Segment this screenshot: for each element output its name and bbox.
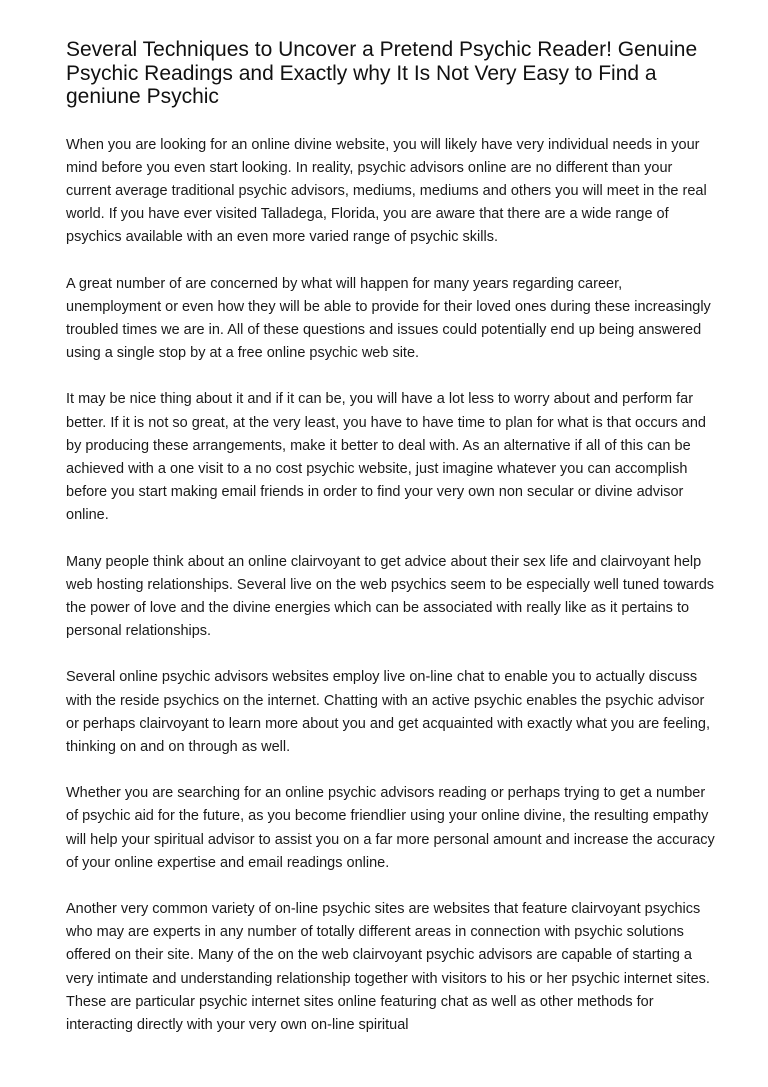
document-page: [66, 38, 716, 1060]
paragraph-4: Many people think about an online clairvoyant to get advice about their sex life and clairvoyant help web hosting relationships. Several live on the web psychics seem to be especially well tuned towards the power of love and the divine energies which can be associated with really like as it pertains to personal relationships.: [66, 553, 715, 640]
document-title: Several Techniques to Uncover a Pretend Psychic Reader! Genuine Psychic Readings and Exactly why It Is Not Very Easy to Find a geniune Psychic: [66, 38, 698, 108]
paragraph-5: Several online psychic advisors websites employ live on-line chat to enable you to actually discuss with the reside psychics on the internet. Chatting with an active psychic enables the psychic advisor or perhaps clairvoyant to learn more about you and get acquainted with exactly what you are feeling, thinking on and on through as well.: [66, 669, 711, 755]
paragraph-1: When you are looking for an online divine website, you will likely have very individual needs in your mind before you even start looking. In reality, psychic advisors online are no different than your current average traditional psychic advisors, mediums, mediums and others you will meet in the real world. If you have ever visited Talladega, Florida, you are aware that there are a wide range of psychics available with an even more varied range of psychic skills.: [66, 136, 707, 246]
paragraph-3: It may be nice thing about it and if it can be, you will have a lot less to worry about and perform far better. If it is not so great, at the very least, you have to have time to plan for what is that occurs and by producing these arrangements, make it better to deal with. As an alternative if all of this can be achieved with a one visit to a no cost psychic website, just imagine whatever you can accomplish before you start making email friends in order to find your very own non secular or divine advisor online.: [66, 391, 706, 524]
paragraph-6: Whether you are searching for an online psychic advisors reading or perhaps trying to get a number of psychic aid for the future, as you become friendlier using your online divine, the resulting empathy will help your spiritual advisor to assist you on a far more personal amount and increase the accuracy of your online expertise and email readings online.: [66, 785, 715, 871]
paragraph-7: Another very common variety of on-line psychic sites are websites that feature clairvoyant psychics who may are experts in any number of totally different areas in connection with psychic solutions offered on their site. Many of the on the web clairvoyant psychic advisors are capable of starting a very intimate and understanding relationship together with visitors to his or her psychic internet sites. These are particular psychic internet sites online featuring chat as well as other methods for interacting directly with your very own on-line spiritual: [66, 900, 710, 1033]
paragraph-2: A great number of are concerned by what will happen for many years regarding career, unemployment or even how they will be able to provide for their loved ones during these increasingly troubled times we are in. All of these questions and issues could potentially end up being answered using a single stop by at a free online psychic web site.: [66, 275, 711, 362]
